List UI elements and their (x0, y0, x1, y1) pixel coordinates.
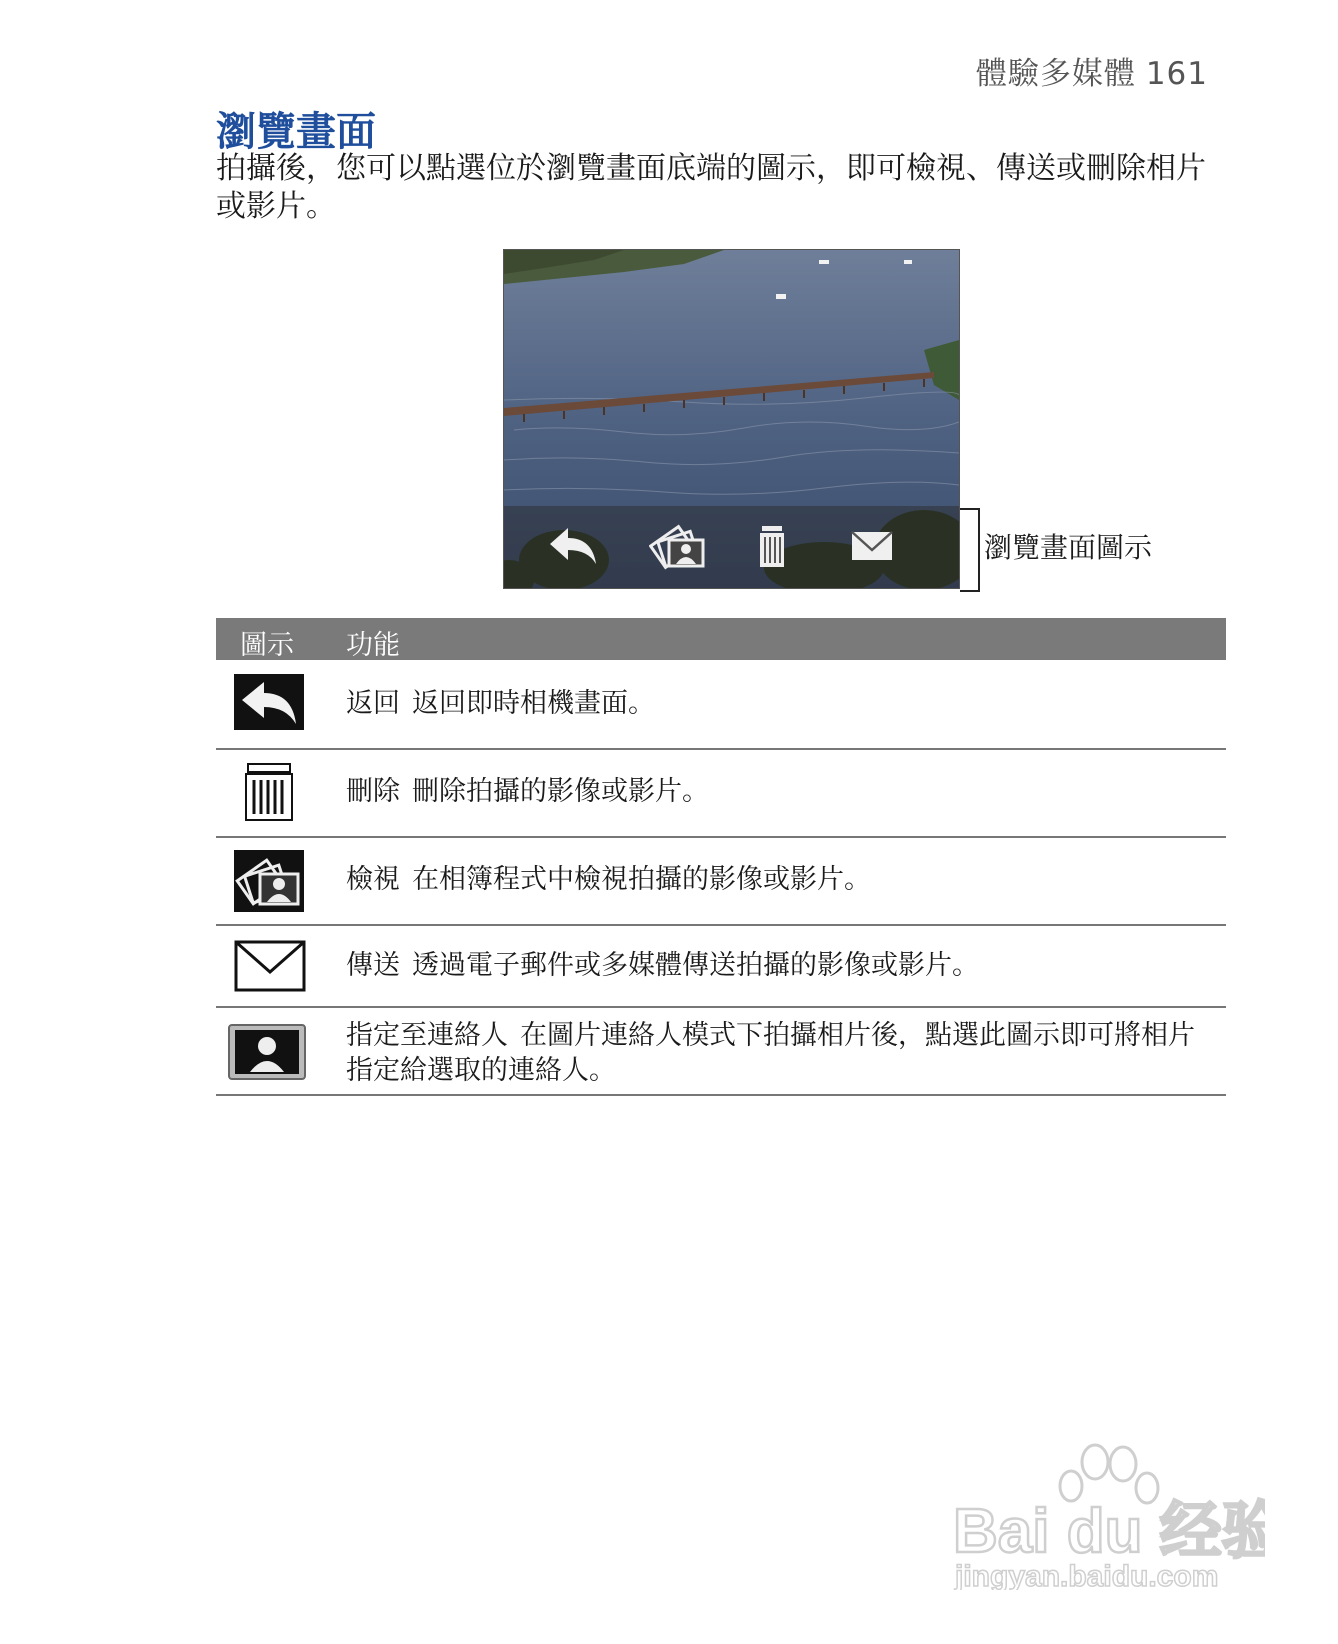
table-row (216, 838, 1226, 926)
table-row (216, 750, 1226, 838)
table-row (216, 660, 1226, 750)
table-row (216, 1008, 1226, 1096)
envelope-icon[interactable] (842, 520, 902, 572)
row-description (346, 686, 1206, 721)
header-icon: 圖示 (240, 630, 294, 661)
album-view-icon (234, 850, 304, 912)
function-name: 傳送 (346, 950, 400, 981)
review-toolbar (504, 506, 959, 588)
review-screen-preview (503, 249, 960, 589)
page-header (976, 48, 1208, 93)
row-description (346, 1018, 1206, 1088)
table-header (216, 618, 1226, 660)
envelope-icon (234, 940, 306, 992)
trash-icon[interactable] (742, 520, 802, 572)
row-description (346, 948, 1206, 983)
function-name: 刪除 (346, 776, 400, 807)
back-arrow-icon[interactable] (544, 520, 604, 572)
function-desc: 在圖片連絡人模式下拍攝相片後，點選此圖示即可將相片指定給選取的連絡人。 (346, 1020, 1195, 1086)
row-description (346, 862, 1206, 897)
back-arrow-icon (234, 674, 304, 730)
function-name: 返回 (346, 688, 400, 719)
callout-label: 瀏覽畫面圖示 (984, 531, 1153, 564)
baidu-watermark (945, 1440, 1265, 1590)
function-desc: 返回即時相機畫面。 (412, 688, 655, 719)
album-view-icon[interactable] (649, 520, 709, 572)
table-row (216, 926, 1226, 1008)
function-desc: 透過電子郵件或多媒體傳送拍攝的影像或影片。 (412, 950, 979, 981)
header-function: 功能 (346, 630, 400, 661)
contact-picture-icon (228, 1024, 306, 1080)
trash-icon (234, 762, 304, 824)
function-name: 指定至連絡人 (346, 1020, 508, 1051)
watermark-brand: Bai du 经验 (953, 1497, 1265, 1566)
function-desc: 在相簿程式中檢視拍攝的影像或影片。 (412, 864, 871, 895)
page-title: 瀏覽畫面 (216, 109, 376, 155)
row-description (346, 774, 1206, 809)
icon-function-table (216, 618, 1226, 1096)
function-desc: 刪除拍攝的影像或影片。 (412, 776, 709, 807)
watermark-url: jingyan.baidu.com (955, 1560, 1219, 1590)
page-number: 161 (1145, 56, 1208, 92)
section-title: 體驗多媒體 (975, 56, 1136, 92)
callout-bracket (960, 508, 980, 592)
intro-paragraph: 拍攝後，您可以點選位於瀏覽畫面底端的圖示，即可檢視、傳送或刪除相片或影片。 (216, 151, 1206, 224)
baidu-paw-logo (945, 1440, 1265, 1590)
function-name: 檢視 (346, 864, 400, 895)
